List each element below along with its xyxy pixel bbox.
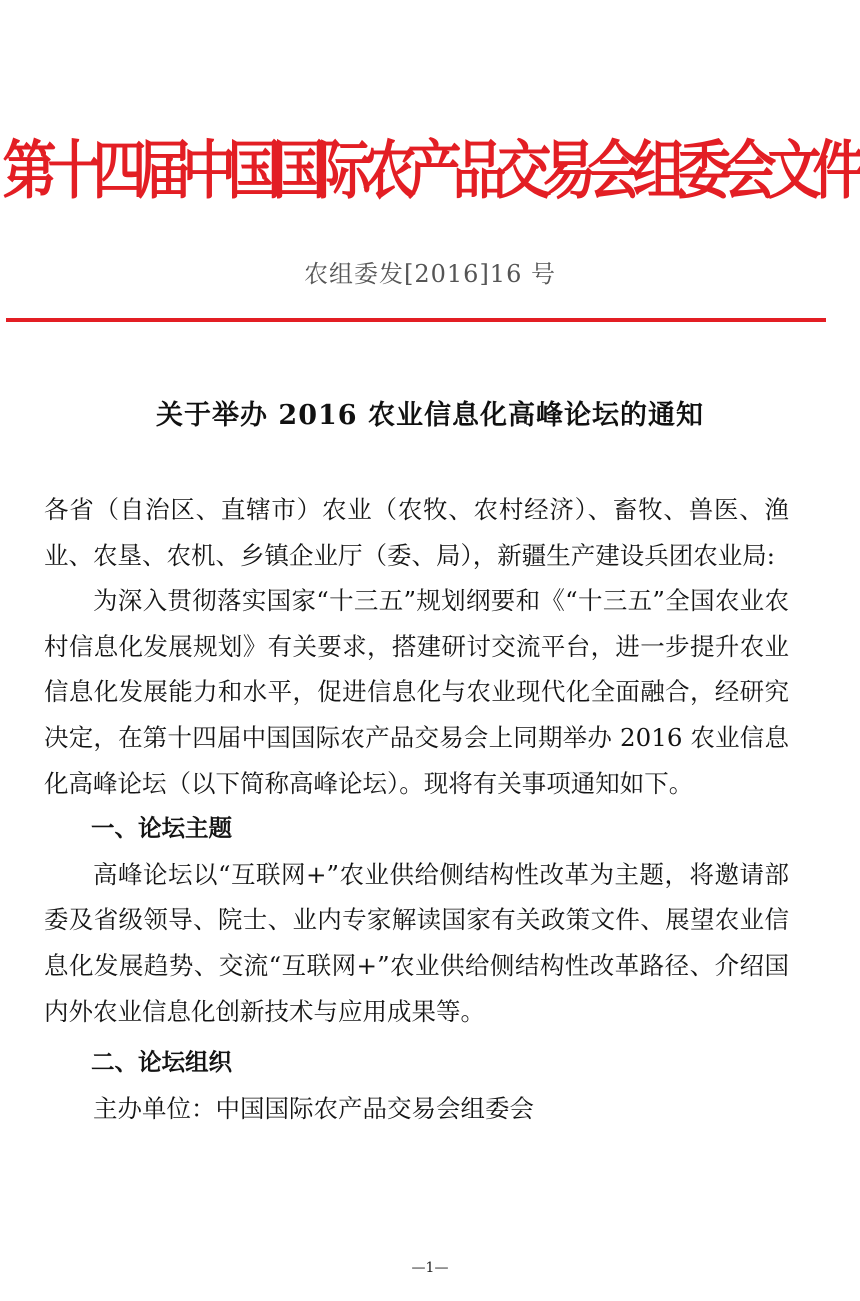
page-number: —1— xyxy=(411,1260,449,1276)
red-divider-line xyxy=(6,318,826,322)
section-heading-theme: 一、论坛主题 xyxy=(91,814,232,843)
document-body xyxy=(44,487,789,1131)
section-heading-organization: 二、论坛组织 xyxy=(91,1048,232,1077)
letterhead-title: 第十四届中国国际农产品交易会组委会文件 xyxy=(2,133,858,208)
document-title: 关于举办 2016 农业信息化高峰论坛的通知 xyxy=(156,400,704,431)
salutation: 各省（自治区、直辖市）农业（农牧、农村经济）、畜牧、兽医、渔业、农垦、农机、乡镇企业厅（委、局），新疆生产建设兵团农业局: xyxy=(44,495,789,570)
section-text-theme: 高峰论坛以“互联网+”农业供给侧结构性改革为主题，将邀请部委及省级领导、院士、业内专家解读国家有关政策文件、展望农业信息化发展趋势、交流“互联网+”农业供给侧结构性改革路径、介绍国内外农业信息化创新技术与应用成果等。 xyxy=(44,859,789,1026)
document-number: 农组委发[2016]16 号 xyxy=(304,260,556,288)
section-text-organization: 主办单位：中国国际农产品交易会组委会 xyxy=(93,1093,534,1123)
intro-paragraph: 为深入贯彻落实国家“十三五”规划纲要和《“十三五”全国农业农村信息化发展规划》有关要求，搭建研讨交流平台，进一步提升农业信息化发展能力和水平，促进信息化与农业现代化全面融合，经研究决定，在第十四届中国国际农产品交易会上同期举办 2016 农业信息化高峰论坛（以下简称高峰论坛）。现将有关事项通知如下。 xyxy=(44,586,789,798)
